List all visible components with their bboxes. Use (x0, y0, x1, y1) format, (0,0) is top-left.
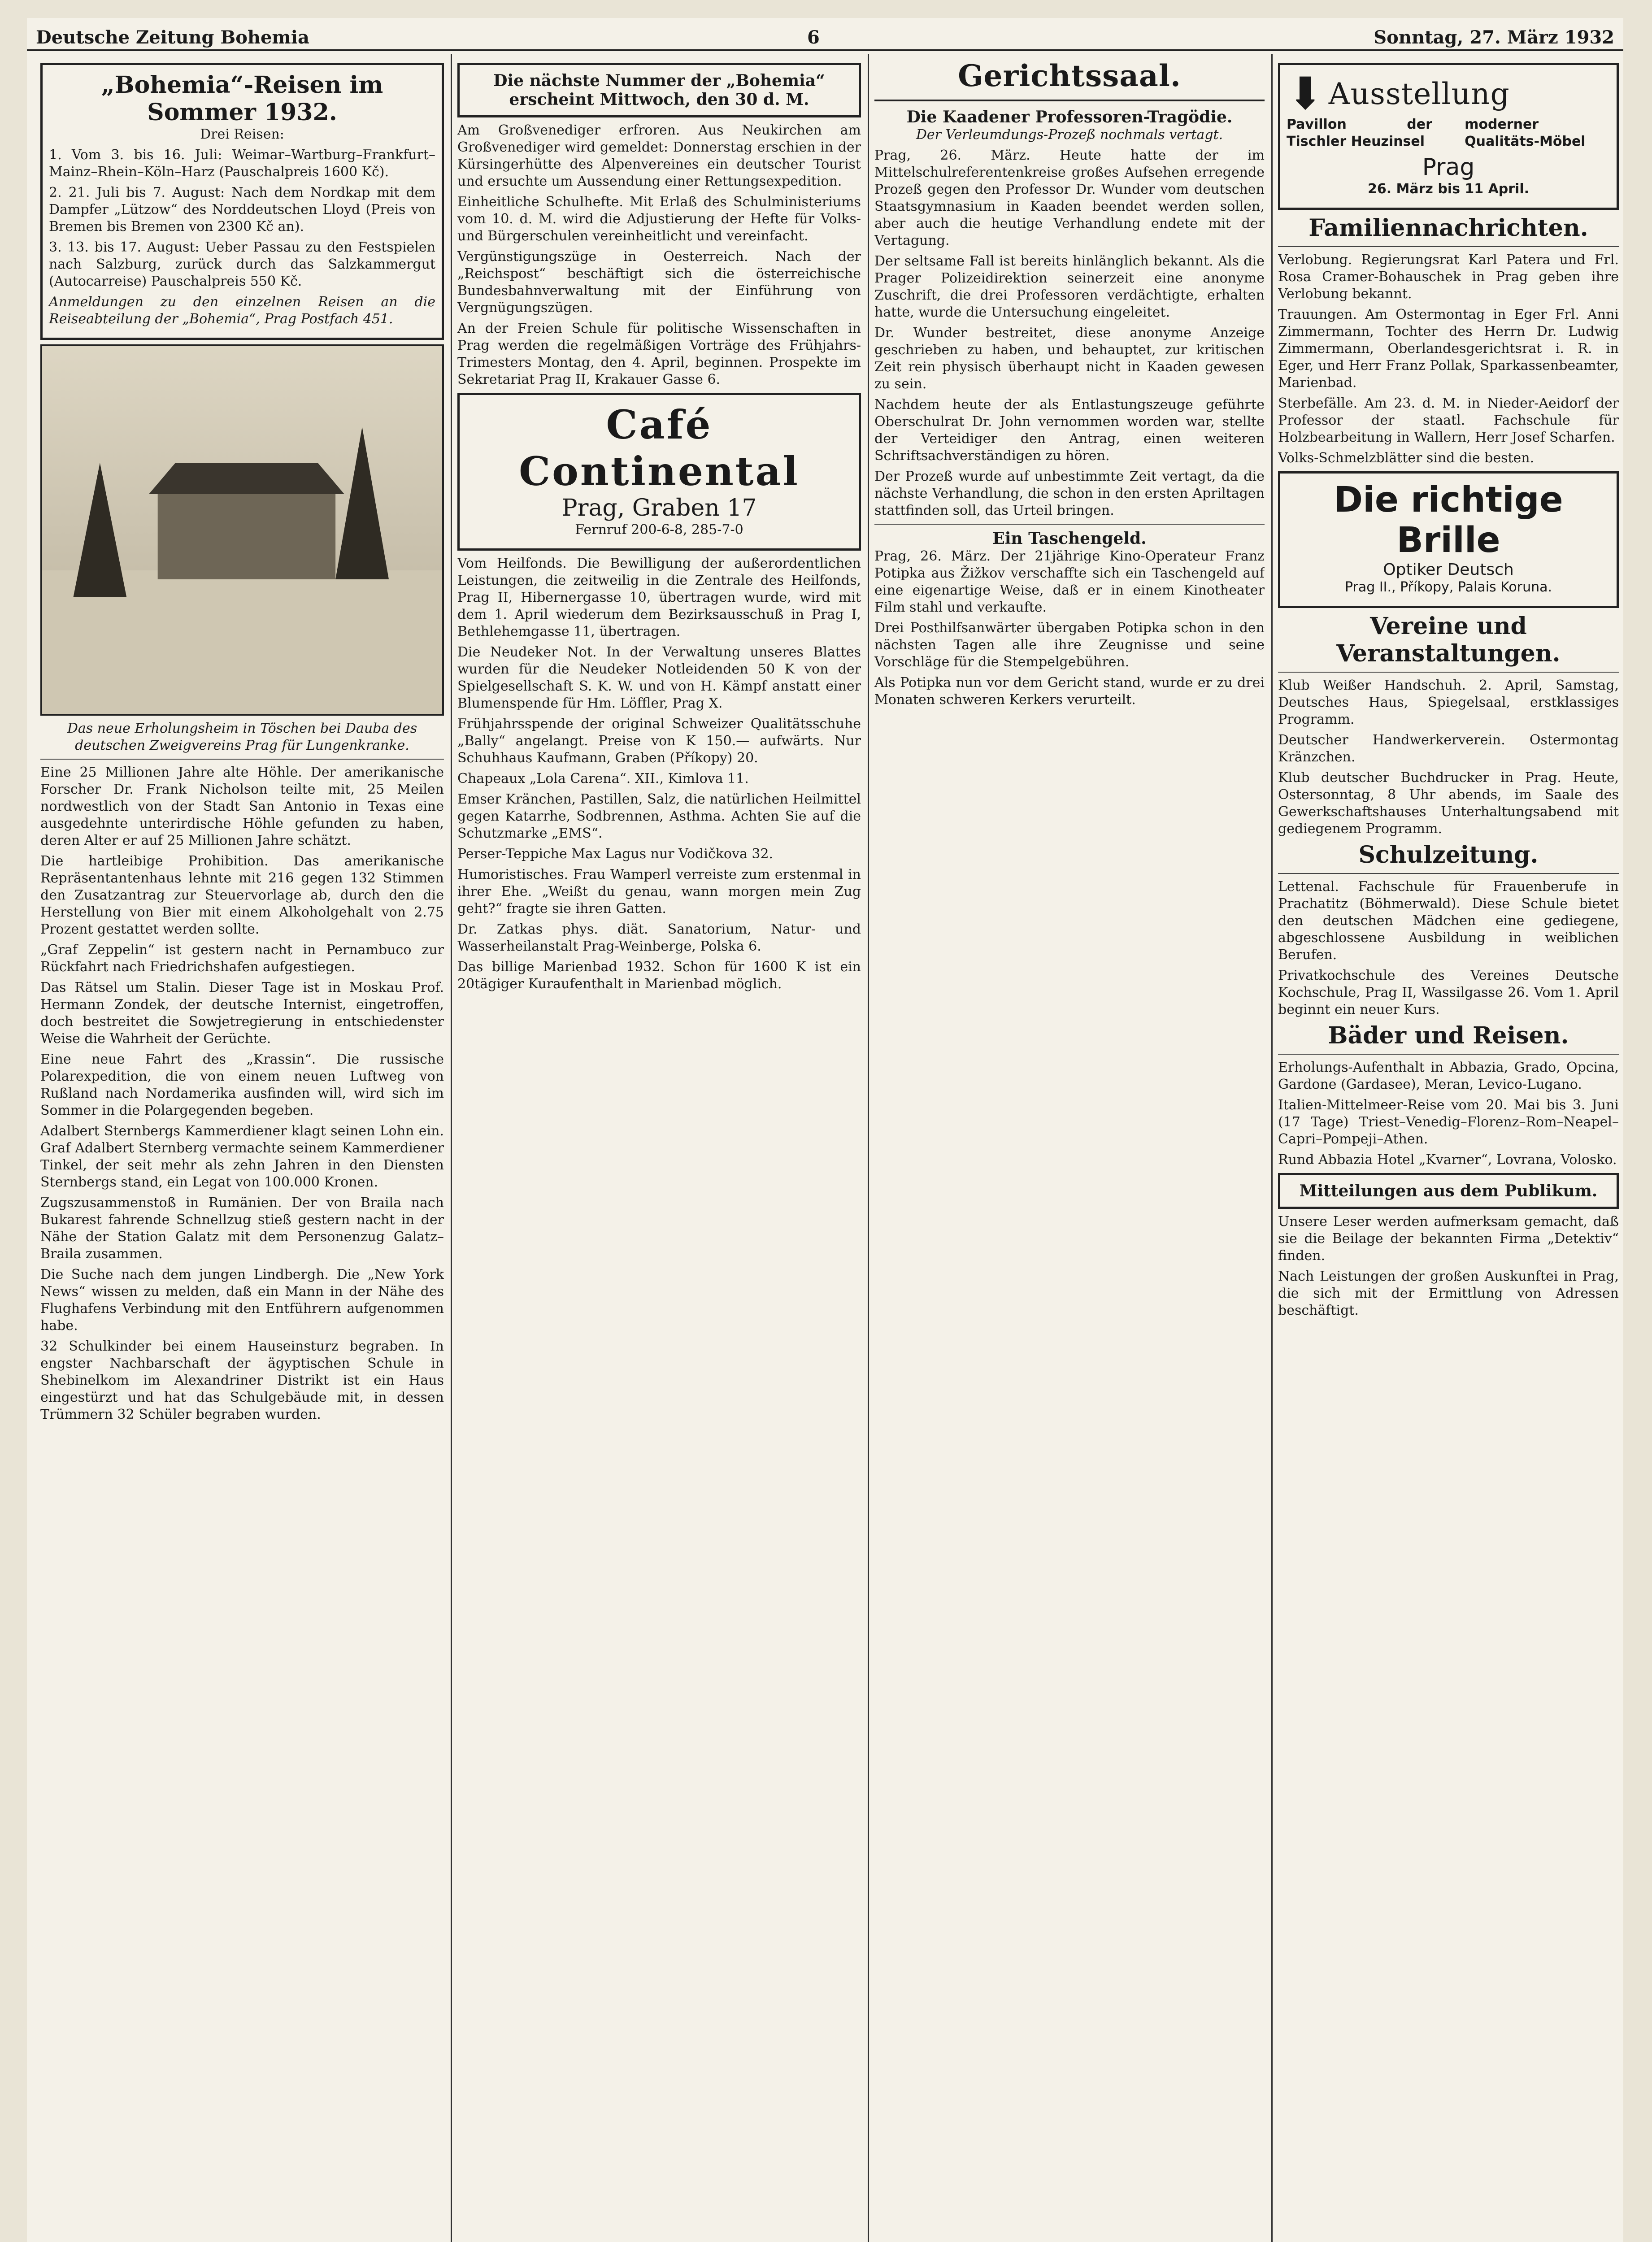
article-paragraph: Die Suche nach dem jungen Lindbergh. Die „New York News“ wissen zu melden, daß ein Mann in der Nähe des Flughafens Verbindung mit den Entführern aufgenommen habe. (40, 1267, 444, 1334)
issue-date: Sonntag, 27. März 1932 (1374, 27, 1614, 48)
newspaper-page (27, 18, 1623, 2242)
optician-ad (1278, 471, 1619, 608)
article-paragraph: Chapeaux „Lola Carena“. XII., Kimlova 11. (457, 771, 749, 786)
article-paragraph: Als Potipka nun vor dem Gericht stand, wurde er zu drei Monaten schweren Kerkers verurteilt. (874, 675, 1265, 708)
exhibition-location: Pavillon der Tischler Heuzinsel (1287, 117, 1432, 149)
article-paragraph: Rund Abbazia Hotel „Kvarner“, Lovrana, Volosko. (1278, 1152, 1617, 1168)
public-notices-box (1278, 1173, 1619, 1209)
article-paragraph: Volks-Schmelzblätter sind die besten. (1278, 450, 1535, 466)
spa-travel-title: Bäder und Reisen. (1328, 1022, 1569, 1049)
article-paragraph: Drei Posthilfsanwärter übergaben Potipka schon in den nächsten Tagen alle ihre Zeugnisse und seine Vorschläge für die Stempelgebühren. (874, 620, 1265, 670)
article-paragraph: Adalbert Sternbergs Kammerdiener klagt seinen Lohn ein. Graf Adalbert Sternberg vermachte seinem Kammerdiener Tinkel, der seit mehr als zehn Jahren in den Diensten Sternbergs stand, ein Legat von 100.000 Kronen. (40, 1123, 444, 1190)
court-article-headline: Die Kaadener Professoren-Tragödie. (906, 108, 1233, 126)
article-paragraph: Vom Heilfonds. Die Bewilligung der außerordentlichen Leistungen, die zeitweilig in die Zentrale des Heilfonds, Prag II, Hibernergasse 10, übertragen wurde, wird mit dem 1. April wiederum dem Bezirksausschuß in Prag I, Bethlehemgasse 11, übertragen. (457, 556, 861, 639)
column-rule (1271, 54, 1273, 2242)
article-paragraph: Zugszusammenstoß in Rumänien. Der von Braila nach Bukarest fahrende Schnellzug stieß gestern nacht in der Nähe der Station Galatz mit dem Personenzug Galatz–Braila zusammen. (40, 1195, 444, 1262)
exhibition-dates: 26. März bis 11 April. (1367, 181, 1530, 197)
events-title: Vereine und Veranstaltungen. (1336, 613, 1561, 667)
article-paragraph: Das billige Marienbad 1932. Schon für 1600 K ist ein 20tägiger Kuraufenthalt in Marienbad möglich. (457, 959, 861, 992)
article-paragraph: 32 Schulkinder bei einem Hauseinsturz begraben. In engster Nachbarschaft der ägyptischen Schule in Shebinelkom im Alexandriner Distrikt ist ein Haus eingestürzt und hat das Schulgebäude mit, in dessen Trümmern 32 Schüler begraben wurden. (40, 1338, 444, 1422)
article-paragraph: An der Freien Schule für politische Wissenschaften in Prag werden die regelmäßigen Vorträge des Frühjahrs-Trimesters Montag, den 4. April, beginnen. Prospekte im Sekretariat Prag II, Krakauer Gasse 6. (457, 321, 861, 387)
article-paragraph: Prag, 26. März. Heute hatte der im Mittelschulreferentenkreise großes Aufsehen erregende Prozeß gegen den Professor Dr. Wunder vom deutschen Staatsgymnasium in Kaaden beendet werden sollen, aber auch die heutige Verhandlung endete mit der Vertagung. (874, 148, 1265, 248)
article-paragraph: Klub deutscher Buchdrucker in Prag. Heute, Ostersonntag, 8 Uhr abends, im Saale des Gewerkschaftshauses Unterhaltungsabend mit gediegenem Programm. (1278, 770, 1619, 837)
cafe-address: Prag, Graben 17 (561, 495, 757, 521)
article-paragraph: Prag, 26. März. Der 21jährige Kino-Operateur Franz Potipka aus Žižkov verschaffte sich ein Taschengeld auf eine eigenartige Weise, daß er in einem Kinotheater Film stahl und verkaufte. (874, 548, 1265, 615)
court-article-subhead: Der Verleumdungs-Prozeß nochmals vertagt. (916, 127, 1223, 143)
page-number: 6 (807, 27, 820, 48)
article-paragraph: Erholungs-Aufenthalt in Abbazia, Grado, Opcina, Gardone (Gardasee), Meran, Levico-Lugano. (1278, 1060, 1619, 1092)
optician-headline: Die richtige Brille (1334, 480, 1563, 560)
travel-note: Anmeldungen zu den einzelnen Reisen an die Reiseabteilung der „Bohemia“, Prag Postfach 451. (49, 294, 435, 327)
exhibition-subject: moderner Qualitäts-Möbel (1465, 117, 1586, 149)
column-rule (451, 54, 452, 2242)
arrow-down-icon: ⬇ (1287, 67, 1324, 120)
court-section-title: Gerichtssaal. (958, 58, 1181, 93)
article-paragraph: Deutscher Handwerkerverein. Ostermontag Kränzchen. (1278, 732, 1619, 765)
exhibition-ad (1278, 63, 1619, 210)
photo-caption: Das neue Erholungsheim in Töschen bei Dauba des deutschen Zweigvereins Prag für Lungenkranke. (67, 721, 417, 753)
exhibition-city: Prag (1422, 154, 1475, 181)
travel-subtitle: Drei Reisen: (200, 126, 284, 142)
article-paragraph: Sterbefälle. Am 23. d. M. in Nieder-Aeidorf der Professor der staatl. Fachschule für Holzbearbeitung in Wallern, Herr Josef Scharfen. (1278, 395, 1619, 445)
bohemia-travel-box (40, 63, 444, 340)
travel-item: 3. 13. bis 17. August: Ueber Passau zu den Festspielen nach Salzburg, zurück durch das Salzkammergut (Autocarreise) Pauschalpreis 550 Kč. (49, 239, 435, 289)
paper-name: Deutsche Zeitung Bohemia (36, 27, 309, 48)
article-paragraph: Nachdem heute der als Entlastungszeuge geführte Oberschulrat Dr. John vernommen worden war, stellte der Verteidiger den Antrag, einen weiteren Schriftsachverständigen zu hören. (874, 397, 1265, 464)
exhibition-title: Ausstellung (1328, 76, 1510, 111)
article-paragraph: Frühjahrsspende der original Schweizer Qualitätsschuhe „Bally“ angelangt. Preise von K 150.— aufwärts. Nur Schuhhaus Kaufmann, Graben (Příkopy) 20. (457, 716, 861, 766)
article-paragraph: „Graf Zeppelin“ ist gestern nacht in Pernambuco zur Rückfahrt nach Friedrichshafen aufgestiegen. (40, 942, 444, 975)
article-paragraph: Einheitliche Schulhefte. Mit Erlaß des Schulministeriums vom 10. d. M. wird die Adjustierung der Hefte für Volks- und Bürgerschulen vereinheitlicht und vereinfacht. (457, 194, 861, 244)
masthead (27, 18, 1623, 51)
article-paragraph: Der seltsame Fall ist bereits hinlänglich bekannt. Als die Prager Polizeidirektion seinerzeit eine anonyme Zuschrift, die drei Professoren verdächtigte, erhalten hatte, wurde die Untersuchung eingeleitet. (874, 253, 1265, 320)
cafe-continental-ad (457, 393, 861, 551)
article-paragraph: Am Großvenediger erfroren. Aus Neukirchen am Großvenediger wird gemeldet: Donnerstag erschien in der Kürsingerhütte des Alpenvereines ein deutscher Tourist und ersuchte um Aussendung einer Rettungsexpedition. (457, 122, 861, 189)
column-1 (40, 58, 444, 2242)
public-notices-title: Mitteilungen aus dem Publikum. (1299, 1182, 1598, 1200)
article-paragraph: Das Rätsel um Stalin. Dieser Tage ist in Moskau Prof. Hermann Zondek, der deutsche Internist, eingetroffen, doch bestreitet die Sowjetregierung in entschiedenster Weise die Wahrheit der Gerüchte. (40, 980, 444, 1047)
optician-name: Optiker Deutsch (1383, 560, 1514, 579)
article-paragraph: Trauungen. Am Ostermontag in Eger Frl. Anni Zimmermann, Tochter des Herrn Dr. Ludwig Zimmermann, Oberlandesgerichtsrat i. R. in Eger, und Herr Franz Pollak, Sparkassenbeamter, Marienbad. (1278, 307, 1619, 391)
travel-item: 1. Vom 3. bis 16. Juli: Weimar–Wartburg–Frankfurt–Mainz–Rhein–Köln–Harz (Pauschalpreis 1600 Kč). (49, 147, 435, 180)
travel-title: „Bohemia“-Reisen im Sommer 1932. (101, 71, 383, 126)
article-paragraph: Lettenal. Fachschule für Frauenberufe in Prachatitz (Böhmerwald). Diese Schule bietet den deutschen Mädchen eine gediegene, abgeschlossene Ausbildung in weiblichen Berufen. (1278, 879, 1619, 963)
article-paragraph: Unsere Leser werden aufmerksam gemacht, daß sie die Beilage der bekannten Firma „Detektiv“ finden. (1278, 1214, 1619, 1264)
article-paragraph: Eine neue Fahrt des „Krassin“. Die russische Polarexpedition, die von einem neuen Luftweg von Rußland nach Nordamerika ausfinden will, wird sich im Sommer in die Polargegenden begeben. (40, 1051, 444, 1118)
next-issue-notice: Die nächste Nummer der „Bohemia“ erscheint Mittwoch, den 30 d. M. (493, 71, 825, 109)
article-paragraph: Vergünstigungszüge in Oesterreich. Nach der „Reichspost“ beschäftigt sich die österreichische Bundesbahnverwaltung mit der Einführung von Vergnügungszügen. (457, 249, 861, 316)
optician-address: Prag II., Příkopy, Palais Koruna. (1344, 579, 1552, 595)
article-paragraph: Perser-Teppiche Max Lagus nur Vodičkova 32. (457, 846, 774, 862)
school-news-title: Schulzeitung. (1358, 841, 1539, 869)
article-paragraph: Dr. Zatkas phys. diät. Sanatorium, Natur- und Wasserheilanstalt Prag-Weinberge, Polska 6. (457, 921, 861, 954)
article-paragraph: Die hartleibige Prohibition. Das amerikanische Repräsentantenhaus lehnte mit 216 gegen 132 Stimmen den Zusatzantrag zur Steuervorlage ab, durch den die Herstellung von Bier mit einem Alkoholgehalt von 2.75 Prozent gestattet werden sollte. (40, 853, 444, 937)
column-4 (1278, 58, 1619, 2242)
article-paragraph: Dr. Wunder bestreitet, diese anonyme Anzeige geschrieben zu haben, und behauptet, zur kritischen Zeit rein physisch überhaupt nicht in Kaaden gewesen zu sein. (874, 325, 1265, 392)
article-paragraph: Humoristisches. Frau Wamperl verreiste zum erstenmal in ihrer Ehe. „Weißt du genau, wann morgen mein Zug geht?“ fragte sie ihren Gatten. (457, 867, 861, 917)
article-paragraph: Die Neudeker Not. In der Verwaltung unseres Blattes wurden für die Neudeker Notleidenden 50 K von der Spielgesellschaft S. K. W. und von H. Kämpf anstatt einer Blumenspende für Hm. Löffler, Prag X. (457, 644, 861, 711)
travel-item: 2. 21. Juli bis 7. August: Nach dem Nordkap mit dem Dampfer „Lützow“ des Norddeutschen Lloyd (Preis von Bremen bis Bremen von 2300 Kč an). (49, 185, 435, 235)
pocket-money-headline: Ein Taschengeld. (992, 529, 1147, 548)
column-2 (457, 58, 861, 2242)
next-issue-box (457, 63, 861, 117)
article-paragraph: Privatkochschule des Vereines Deutsche Kochschule, Prag II, Wassilgasse 26. Vom 1. April beginnt ein neuer Kurs. (1278, 968, 1619, 1017)
article-paragraph: Italien-Mittelmeer-Reise vom 20. Mai bis 3. Juni (17 Tage) Triest–Venedig–Florenz–Rom–Neapel–Capri–Pompeji–Athen. (1278, 1097, 1619, 1147)
article-paragraph: Nach Leistungen der großen Auskunftei in Prag, die sich mit der Ermittlung von Adressen beschäftigt. (1278, 1269, 1619, 1318)
article-paragraph: Emser Kränchen, Pastillen, Salz, die natürlichen Heilmittel gegen Katarrhe, Sodbrennen, Asthma. Achten Sie auf die Schutzmarke „EMS“. (457, 791, 861, 841)
article-paragraph: Verlobung. Regierungsrat Karl Patera und Frl. Rosa Cramer-Bohauschek in Prag geben ihre Verlobung bekannt. (1278, 252, 1619, 302)
cafe-name: Café Continental (519, 401, 800, 495)
column-rule (868, 54, 869, 2242)
cafe-phone: Fernruf 200-6-8, 285-7-0 (575, 522, 743, 538)
article-paragraph: Der Prozeß wurde auf unbestimmte Zeit vertagt, da die nächste Verhandlung, die schon in den ersten Apriltagen stattfinden soll, das Urteil bringen. (874, 469, 1265, 518)
family-news-title: Familiennachrichten. (1309, 214, 1588, 242)
sanatorium-photo (40, 344, 444, 716)
column-3 (874, 58, 1265, 2242)
article-paragraph: Eine 25 Millionen Jahre alte Höhle. Der amerikanische Forscher Dr. Frank Nicholson teilte mit, 25 Meilen nordwestlich von der Stadt San Antonio in Texas eine ausgedehnte unterirdische Höhle gefunden zu haben, deren Alter er auf 25 Millionen Jahre schätzt. (40, 765, 444, 848)
article-paragraph: Klub Weißer Handschuh. 2. April, Samstag, Deutsches Haus, Spiegelsaal, erstklassiges Programm. (1278, 678, 1619, 727)
